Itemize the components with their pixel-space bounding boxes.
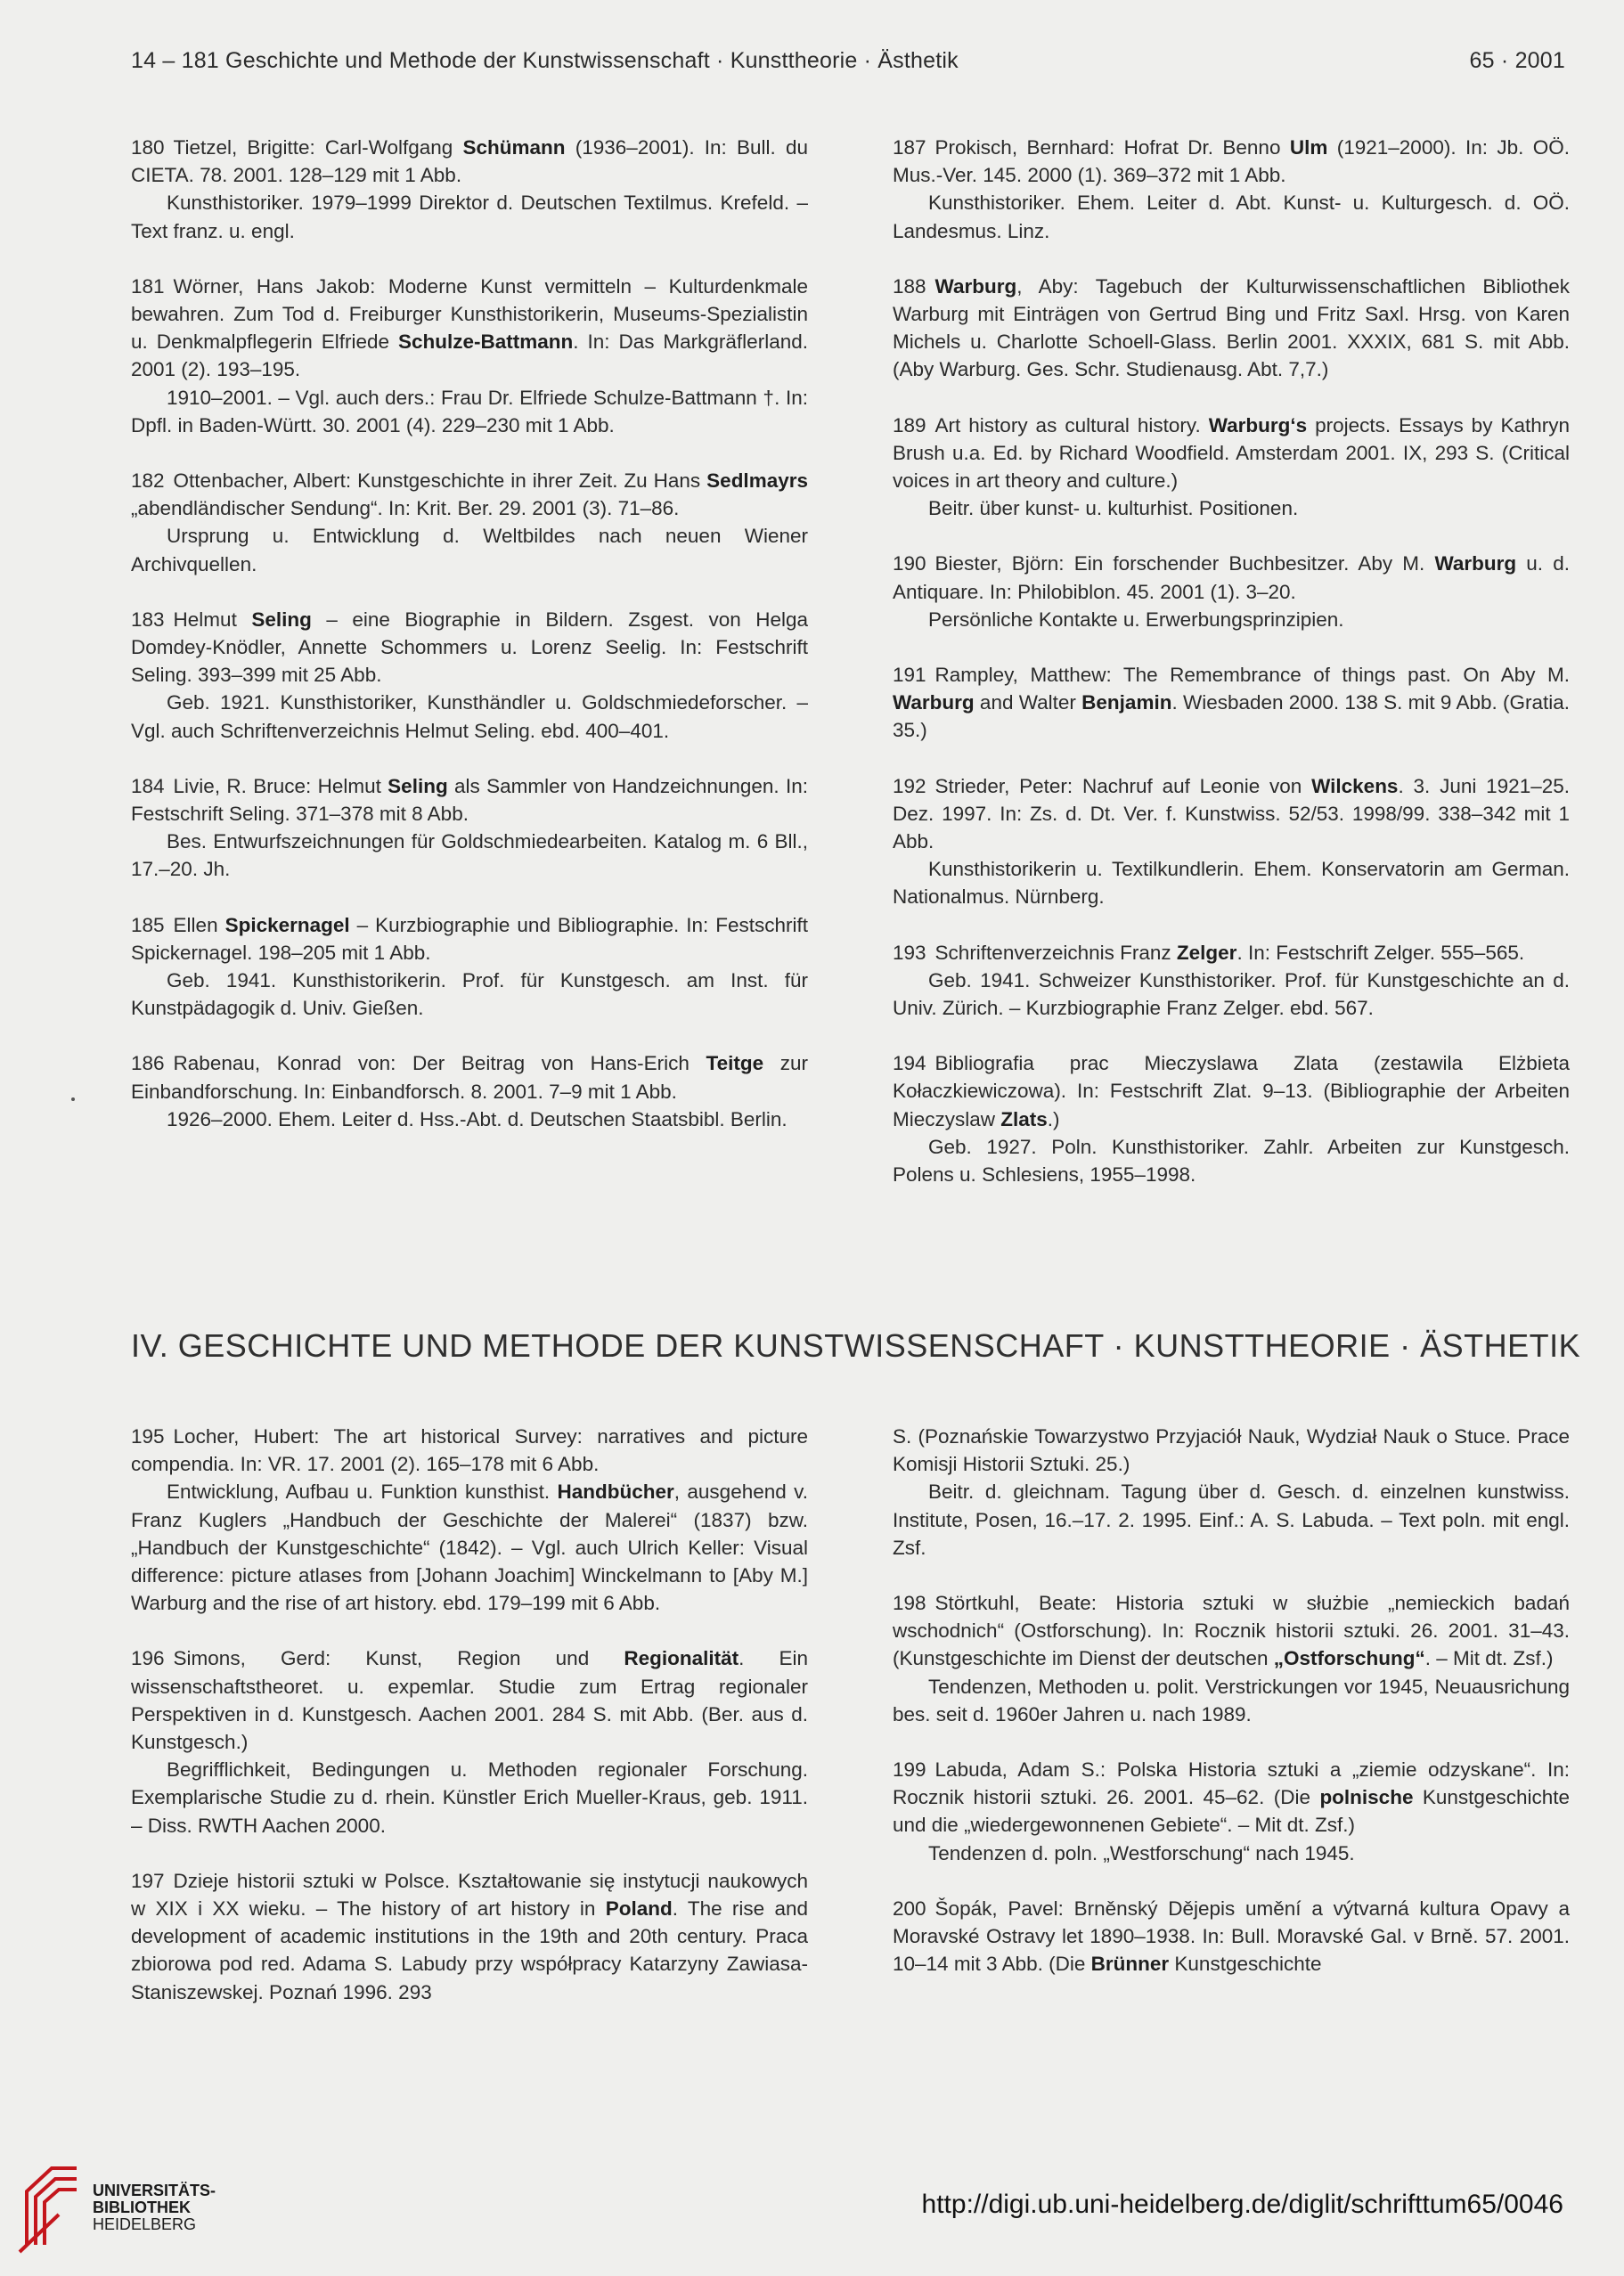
bibliography-entry xyxy=(893,273,1570,384)
entry-keyword: Warburg xyxy=(934,274,1017,298)
entry-keyword: „Ostforschung“ xyxy=(1273,1647,1425,1670)
library-name xyxy=(93,2182,216,2233)
bibliography-entry xyxy=(893,550,1570,633)
entry-annotation: Geb. 1941. Kunsthistorikerin. Prof. für Kunstgesch. am Inst. für Kunstpädagogik d. Univ. Gießen. xyxy=(131,969,808,1020)
entry-text: „abendländischer Sendung“. In: Krit. Ber. 29. 2001 (3). 71–86. xyxy=(131,497,680,520)
header-page-number: 65 · 2001 xyxy=(1469,48,1565,73)
entry-annotation xyxy=(131,1478,808,1617)
entry-text: Locher, Hubert: The art historical Survey: narratives and picture compendia. In: VR. 17. 2001 (2). 165–178 mit 6 Abb. xyxy=(131,1425,808,1476)
entry-keyword: Seling xyxy=(388,774,448,797)
entry-citation xyxy=(893,772,1570,856)
entry-keyword: Warburg xyxy=(1434,552,1517,575)
entry-text: Störtkuhl, Beate: Historia sztuki w służbie „nemieckich badań wschodnich“ (Ostforschung). In: Rocznik historii sztuki. 26. 2001. 31–43. (Kunstgeschichte im Dienst der deutschen xyxy=(893,1592,1570,1670)
entry-text: Schriftenverzeichnis Franz xyxy=(934,941,1177,964)
bibliography-entry xyxy=(131,273,808,439)
entry-citation xyxy=(893,550,1570,605)
bibliography-entry xyxy=(893,1895,1570,1978)
entry-annotation: 1910–2001. – Vgl. auch ders.: Frau Dr. Elfriede Schulze-Battmann †. In: Dpfl. in Baden-Württ. 30. 2001 (4). 229–230 mit 1 Abb. xyxy=(131,386,808,436)
entry-citation xyxy=(131,1867,808,2006)
entry-citation xyxy=(893,1895,1570,1978)
entry-text: Kunstgeschichte und die „wiedergewonnenen Gebiete“. – Mit dt. Zsf.) xyxy=(893,1786,1570,1837)
entry-keyword: Brünner xyxy=(1090,1953,1170,1976)
column-top-right xyxy=(893,134,1570,1216)
entry-annotation: Bes. Entwurfszeichnungen für Goldschmiedearbeiten. Katalog m. 6 Bll., 17.–20. Jh. xyxy=(131,830,808,881)
entry-text: u. d. Antiquare. In: Philobiblon. 45. 2001 (1). 3–20. xyxy=(893,552,1570,603)
entry-text: (1936–2001). In: Bull. du CIETA. 78. 2001. 128–129 mit 1 Abb. xyxy=(131,136,808,187)
entry-text: Šopák, Pavel: Brněnský Dějepis umění a výtvarná kultura Opavy a Moravské Ostravy let 1890–1938. In: Bull. Moravské Gal. v Brně. 57. 2001. 10–14 mit 3 Abb. (Die xyxy=(893,1897,1570,1976)
entry-number: 192 xyxy=(893,774,926,797)
entry-citation xyxy=(893,412,1570,495)
bibliography-entry xyxy=(893,661,1570,745)
column-bottom-left xyxy=(131,1423,808,2034)
entry-text: . The rise and development of academic institutions in the 19th and 20th century. Praca zbiorowa pod red. Adama S. Labudy przy współpracy Katarzyny Zawiasa-Staniszewskej. Poznań 1996. 293 xyxy=(131,1897,808,2003)
column-bottom-right xyxy=(893,1423,1570,2005)
entry-text: zur Einbandforschung. In: Einbandforsch. 8. 2001. 7–9 mit 1 Abb. xyxy=(131,1052,808,1103)
entry-number: 189 xyxy=(893,413,926,436)
entry-text: , Aby: Tagebuch der Kulturwissenschaftlichen Bibliothek Warburg mit Einträgen von Gertrud Bing und Fritz Saxl. Hrsg. von Karen Michels u. Charlotte Schoell-Glass. Berlin 2001. XXXIX, 681 S. mit Abb. (Aby Warburg. Ges. Schr. Studienausg. Abt. 7,7.) xyxy=(893,274,1570,381)
bibliography-entry xyxy=(893,772,1570,911)
entry-citation xyxy=(131,772,808,828)
bibliography-entry xyxy=(131,467,808,578)
entry-number: 198 xyxy=(893,1592,926,1615)
entry-text: . Wiesbaden 2000. 138 S. mit 9 Abb. (Gratia. 35.) xyxy=(893,691,1571,742)
entry-text: . – Mit dt. Zsf.) xyxy=(1424,1647,1554,1670)
entry-text: Bibliografia prac Mieczyslawa Zlata (zestawila Elżbieta Kołaczkiewiczowa). In: Festschrift Zlat. 9–13. (Bibliographie der Arbeiten Mieczyslaw xyxy=(893,1052,1570,1130)
entry-citation xyxy=(131,134,808,189)
entry-annotation: Beitr. über kunst- u. kulturhist. Positionen. xyxy=(928,497,1299,520)
entry-text: – eine Biographie in Bildern. Zsgest. von Helga Domdey-Knödler, Annette Schommers u. Lorenz Seelig. In: Festschrift Seling. 393–399 mit 25 Abb. xyxy=(131,608,808,687)
entry-citation xyxy=(131,467,808,522)
entry-text: Helmut xyxy=(173,608,252,631)
entry-number: 187 xyxy=(893,136,926,159)
entry-number: 191 xyxy=(893,664,926,687)
bibliography-entry xyxy=(131,772,808,884)
library-name-line: UNIVERSITÄTS- xyxy=(93,2182,216,2199)
footer xyxy=(0,2156,1624,2276)
entry-text: Simons, Gerd: Kunst, Region und xyxy=(173,1647,624,1670)
bibliography-entry xyxy=(893,939,1570,1023)
entry-annotation: Tendenzen, Methoden u. polit. Verstrickungen vor 1945, Neuausrichung bes. seit d. 1960er Jahren u. nach 1989. xyxy=(893,1675,1570,1725)
bibliography-entry xyxy=(131,1049,808,1133)
entry-text: Prokisch, Bernhard: Hofrat Dr. Benno xyxy=(934,136,1290,159)
bibliography-entry xyxy=(131,1423,808,1617)
bibliography-entry xyxy=(893,134,1570,245)
entry-citation xyxy=(131,1644,808,1756)
entry-keyword: Poland xyxy=(605,1897,673,1921)
entry-number: 181 xyxy=(131,274,165,298)
entry-number: 186 xyxy=(131,1052,165,1075)
entry-text: – Kurzbiographie und Bibliographie. In: Festschrift Spickernagel. 198–205 mit 1 Abb. xyxy=(131,913,808,964)
entry-number: 196 xyxy=(131,1647,165,1670)
entry-keyword: Warburg‘s xyxy=(1208,413,1308,436)
entry-text: Wörner, Hans Jakob: Moderne Kunst vermitteln – Kulturdenkmale bewahren. Zum Tod d. Freiburger Kunsthistorikerin, Museums-Spezialistin u. Denkmalpflegerin Elfriede xyxy=(131,274,808,354)
entry-annotation: Geb. 1921. Kunsthistoriker, Kunsthändler u. Goldschmiedeforscher. – Vgl. auch Schriftenverzeichnis Helmut Seling. ebd. 400–401. xyxy=(131,691,808,742)
entry-citation xyxy=(893,1756,1570,1840)
library-name-line: HEIDELBERG xyxy=(93,2215,197,2233)
entry-annotation: Begrifflichkeit, Bedingungen u. Methoden regionaler Forschung. Exemplarische Studie zu d. rhein. Künstler Erich Mueller-Kraus, geb. 1911. – Diss. RWTH Aachen 2000. xyxy=(131,1758,808,1837)
entry-keyword: Schümann xyxy=(462,136,566,159)
entry-text: . In: Das Markgräflerland. 2001 (2). 193–195. xyxy=(131,330,808,381)
entry-text: Art history as cultural history. xyxy=(934,413,1209,436)
entry-citation xyxy=(893,1423,1570,1478)
entry-number: 184 xyxy=(131,774,165,797)
entry-text: Dzieje historii sztuki w Polsce. Kształtowanie się instytucji naukowych w XIX i XX wieku. – The history of art history in xyxy=(131,1869,808,1921)
entry-citation xyxy=(131,273,808,384)
entry-annotation: Kunsthistorikerin u. Textilkundlerin. Ehem. Konservatorin am German. Nationalmus. Nürnberg. xyxy=(893,858,1570,909)
entry-citation xyxy=(893,134,1570,189)
entry-number: 190 xyxy=(893,552,926,575)
entry-text: Ottenbacher, Albert: Kunstgeschichte in ihrer Zeit. Zu Hans xyxy=(173,469,707,493)
bibliography-entry xyxy=(893,1589,1570,1728)
entry-text: . Ein wissenschaftstheoret. u. expemlar. Studie zum Ertrag regionaler Perspektiven in d. Kunstgesch. Aachen 2001. 284 S. mit Abb. (Ber. aus d. Kunstgesch.) xyxy=(131,1647,809,1754)
entry-number: 193 xyxy=(893,941,926,964)
library-logo-icon xyxy=(16,2156,87,2254)
entry-keyword: Handbücher xyxy=(557,1481,674,1504)
entry-annotation: Tendenzen d. poln. „Westforschung“ nach 1945. xyxy=(928,1841,1355,1864)
entry-text: Rampley, Matthew: The Remembrance of things past. On Aby M. xyxy=(934,664,1570,687)
entry-text: and Walter xyxy=(974,691,1082,714)
entry-keyword: Wilckens xyxy=(1311,774,1399,797)
entry-text: Tietzel, Brigitte: Carl-Wolfgang xyxy=(173,136,463,159)
entry-annotation: 1926–2000. Ehem. Leiter d. Hss.-Abt. d. Deutschen Staatsbibl. Berlin. xyxy=(167,1107,788,1130)
entry-number: 188 xyxy=(893,274,926,298)
bibliography-entry xyxy=(131,134,808,245)
entry-keyword: Ulm xyxy=(1289,136,1328,159)
entry-keyword: Teitge xyxy=(706,1052,764,1075)
entry-citation xyxy=(131,606,808,689)
entry-annotation: Persönliche Kontakte u. Erwerbungsprinzipien. xyxy=(928,608,1344,631)
entry-number: 185 xyxy=(131,913,165,936)
entry-text: , ausgehend v. Franz Kuglers „Handbuch der Geschichte der Malerei“ (1837) bzw. „Handbuch der Kunstgeschichte“ (1842). – Vgl. auch Ulrich Keller: Visual difference: picture atlases from [Johann Joachim] Winckelmann to [Aby M.] Warburg and the rise of art history. ebd. 179–199 mit 6 Abb. xyxy=(131,1481,808,1615)
entry-keyword: Spickernagel xyxy=(224,913,350,936)
entry-annotation: Geb. 1927. Poln. Kunsthistoriker. Zahlr. Arbeiten zur Kunstgesch. Polens u. Schlesiens, 1955–1998. xyxy=(893,1135,1570,1187)
entry-number: 182 xyxy=(131,469,165,493)
entry-annotation: Beitr. d. gleichnam. Tagung über d. Gesch. d. einzelnen kunstwiss. Institute, Posen, 16.–17. 2. 1995. Einf.: A. S. Labuda. – Text poln. mit engl. Zsf. xyxy=(893,1481,1570,1559)
source-url-link[interactable]: http://digi.ub.uni-heidelberg.de/diglit/schrifttum65/0046 xyxy=(921,2190,1563,2219)
entry-keyword: Zlats xyxy=(1000,1107,1048,1130)
entry-number: 197 xyxy=(131,1869,165,1892)
bibliography-entry xyxy=(893,412,1570,523)
entry-text: Labuda, Adam S.: Polska Historia sztuki a „ziemie odzyskane“. In: Rocznik historii sztuki. 26. 2001. 45–62. (Die xyxy=(893,1758,1570,1809)
entry-text: .) xyxy=(1047,1107,1060,1130)
entry-number: 195 xyxy=(131,1425,165,1448)
entry-keyword: Seling xyxy=(251,608,312,631)
entry-text: Rabenau, Konrad von: Der Beitrag von Hans-Erich xyxy=(173,1052,706,1075)
entry-number: 200 xyxy=(893,1897,926,1920)
entry-annotation: Kunsthistoriker. 1979–1999 Direktor d. Deutschen Textilmus. Krefeld. – Text franz. u. engl. xyxy=(131,192,808,242)
entry-text: Livie, R. Bruce: Helmut xyxy=(173,774,388,797)
entry-text: Biester, Björn: Ein forschender Buchbesitzer. Aby M. xyxy=(934,552,1435,575)
entry-keyword: polnische xyxy=(1319,1786,1414,1809)
entry-text: Entwicklung, Aufbau u. Funktion kunsthist. xyxy=(167,1481,558,1504)
entry-keyword: Sedlmayrs xyxy=(706,469,808,493)
margin-mark xyxy=(71,1097,75,1101)
column-top-left xyxy=(131,134,808,1161)
entry-annotation: Ursprung u. Entwicklung d. Weltbildes nach neuen Wiener Archivquellen. xyxy=(131,525,808,575)
entry-keyword: Zelger xyxy=(1176,941,1237,964)
entry-citation xyxy=(893,1589,1570,1673)
entry-keyword: Regionalität xyxy=(624,1647,739,1670)
entry-text: projects. Essays by Kathryn Brush u.a. Ed. by Richard Woodfield. Amsterdam 2001. IX, 293 S. (Critical voices in art theory and culture.) xyxy=(893,413,1570,493)
bibliography-entry xyxy=(893,1756,1570,1867)
entry-citation xyxy=(893,1049,1570,1133)
entry-text: S. (Poznańskie Towarzystwo Przyjaciół Nauk, Wydział Nauk o Stuce. Prace Komisji Historii Sztuki. 25.) xyxy=(893,1425,1570,1476)
entry-citation xyxy=(893,661,1570,745)
header-title: 14 – 181 Geschichte und Methode der Kunstwissenschaft · Kunsttheorie · Ästhetik xyxy=(131,48,959,73)
entry-citation xyxy=(131,1423,808,1478)
entry-citation xyxy=(131,1049,808,1105)
bibliography-entry xyxy=(131,1644,808,1839)
bibliography-entry xyxy=(893,1049,1570,1188)
entry-annotation: Geb. 1941. Schweizer Kunsthistoriker. Prof. für Kunstgeschichte an d. Univ. Zürich. – Kurzbiographie Franz Zelger. ebd. 567. xyxy=(893,968,1570,1020)
entry-text: als Sammler von Handzeichnungen. In: Festschrift Seling. 371–378 mit 8 Abb. xyxy=(131,774,809,826)
entry-text: (1921–2000). In: Jb. OÖ. Mus.-Ver. 145. 2000 (1). 369–372 mit 1 Abb. xyxy=(893,136,1570,187)
entry-keyword: Schulze-Battmann xyxy=(398,330,574,354)
entry-keyword: Benjamin xyxy=(1081,691,1172,714)
entry-citation xyxy=(893,273,1570,384)
entry-number: 194 xyxy=(893,1052,926,1075)
entry-text: Ellen xyxy=(173,913,225,936)
entry-number: 180 xyxy=(131,136,165,159)
entry-annotation: Kunsthistoriker. Ehem. Leiter d. Abt. Kunst- u. Kulturgesch. d. OÖ. Landesmus. Linz. xyxy=(893,192,1570,242)
entry-number: 199 xyxy=(893,1758,926,1782)
entry-citation xyxy=(893,939,1570,967)
bibliography-entry xyxy=(131,1867,808,2006)
entry-number: 183 xyxy=(131,608,165,631)
entry-text: Strieder, Peter: Nachruf auf Leonie von xyxy=(934,774,1312,797)
entry-keyword: Warburg xyxy=(893,691,975,714)
bibliography-entry xyxy=(131,606,808,745)
bibliography-entry xyxy=(131,911,808,1023)
bibliography-entry xyxy=(893,1423,1570,1562)
section-heading: IV. GESCHICHTE UND METHODE DER KUNSTWISSENSCHAFT · KUNSTTHEORIE · ÄSTHETIK xyxy=(131,1327,1581,1364)
entry-text: . In: Festschrift Zelger. 555–565. xyxy=(1236,941,1525,964)
entry-citation xyxy=(131,911,808,967)
entry-text: Kunstgeschichte xyxy=(1169,1953,1322,1976)
library-name-line: BIBLIOTHEK xyxy=(93,2199,191,2216)
entry-text: . 3. Juni 1921–25. Dez. 1997. In: Zs. d. Dt. Ver. f. Kunstwiss. 52/53. 1998/99. 338–342 mit 1 Abb. xyxy=(893,774,1571,853)
